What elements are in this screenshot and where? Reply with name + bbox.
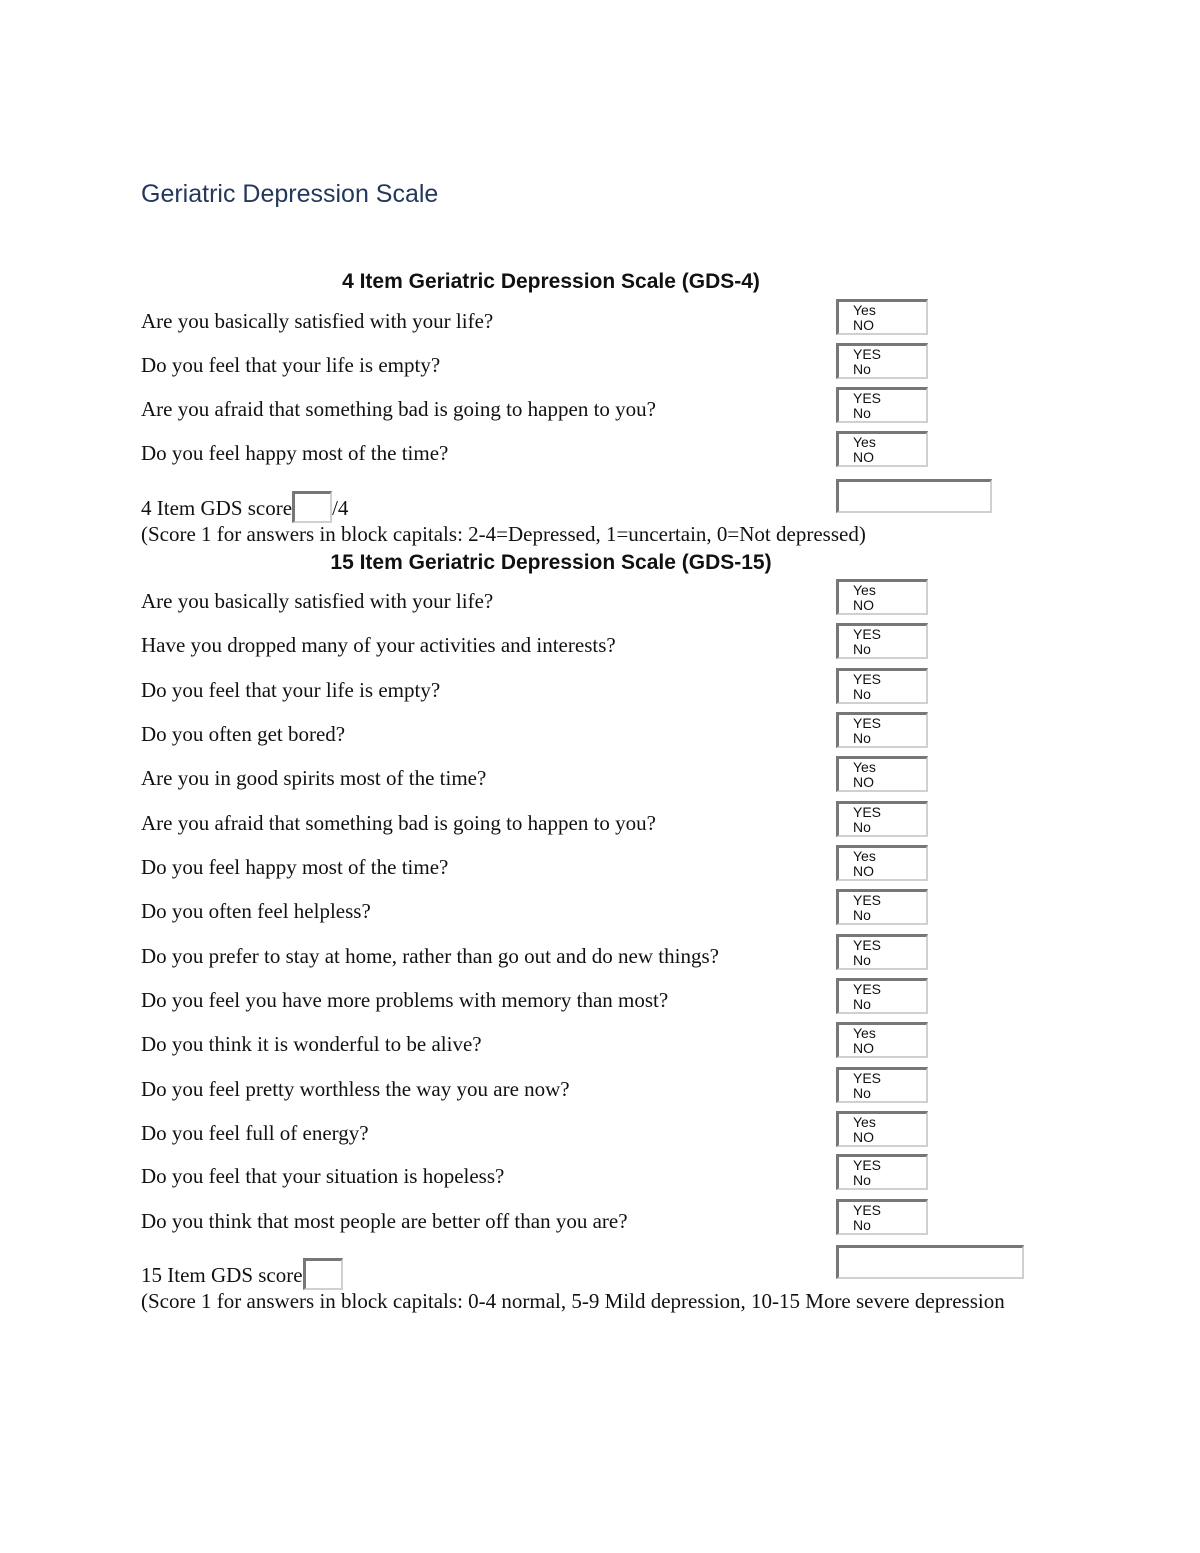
- option-first: Yes: [853, 759, 876, 775]
- gds4-score-input[interactable]: [292, 491, 332, 523]
- option-first: Yes: [853, 582, 876, 598]
- gds15-answer-select-15[interactable]: [836, 1199, 928, 1235]
- option-second: No: [853, 361, 871, 377]
- gds4-heading: 4 Item Geriatric Depression Scale (GDS-4): [342, 270, 760, 293]
- gds4-score-field[interactable]: [836, 479, 992, 513]
- gds15-answer-select-12[interactable]: [836, 1067, 928, 1103]
- option-second: No: [853, 730, 871, 746]
- option-second: No: [853, 1217, 871, 1233]
- gds15-answer-select-13[interactable]: [836, 1111, 928, 1147]
- gds15-question-6: Are you afraid that something bad is going to happen to you?: [141, 811, 656, 835]
- gds15-question-8: Do you often feel helpless?: [141, 899, 371, 923]
- gds15-question-13: Do you feel full of energy?: [141, 1121, 369, 1145]
- gds4-answer-select-3[interactable]: [836, 387, 928, 423]
- option-first: YES: [853, 804, 882, 820]
- gds15-question-12: Do you feel pretty worthless the way you are now?: [141, 1077, 570, 1101]
- option-first: Yes: [853, 302, 876, 318]
- option-first: YES: [853, 937, 882, 953]
- option-second: NO: [853, 1040, 874, 1056]
- option-second: NO: [853, 863, 874, 879]
- gds15-question-4: Do you often get bored?: [141, 722, 346, 746]
- gds15-heading: 15 Item Geriatric Depression Scale (GDS-15): [330, 551, 772, 574]
- option-first: YES: [853, 981, 882, 997]
- page-title: Geriatric Depression Scale: [141, 180, 439, 208]
- gds4-answer-select-4[interactable]: [836, 431, 928, 467]
- option-first: YES: [853, 1070, 882, 1086]
- option-first: YES: [853, 1202, 882, 1218]
- gds4-question-2: Do you feel that your life is empty?: [141, 353, 441, 377]
- gds4-score-line: [141, 491, 348, 523]
- option-second: No: [853, 1085, 871, 1101]
- gds15-question-9: Do you prefer to stay at home, rather than go out and do new things?: [141, 944, 719, 968]
- gds15-question-11: Do you think it is wonderful to be alive?: [141, 1032, 482, 1056]
- gds15-score-line: [141, 1258, 343, 1290]
- gds4-question-4: Do you feel happy most of the time?: [141, 441, 449, 465]
- gds15-answer-select-4[interactable]: [836, 712, 928, 748]
- gds15-score-field[interactable]: [836, 1245, 1024, 1279]
- gds15-score-label: 15 Item GDS score: [141, 1263, 303, 1287]
- option-first: Yes: [853, 434, 876, 450]
- gds4-answer-select-2[interactable]: [836, 343, 928, 379]
- gds15-question-10: Do you feel you have more problems with memory than most?: [141, 988, 669, 1012]
- gds15-answer-select-7[interactable]: [836, 845, 928, 881]
- option-first: Yes: [853, 1025, 876, 1041]
- option-first: YES: [853, 346, 882, 362]
- option-second: No: [853, 996, 871, 1012]
- option-second: No: [853, 405, 871, 421]
- gds15-question-2: Have you dropped many of your activities and interests?: [141, 633, 616, 657]
- option-first: YES: [853, 715, 882, 731]
- option-second: NO: [853, 597, 874, 613]
- gds15-answer-select-2[interactable]: [836, 623, 928, 659]
- option-first: YES: [853, 671, 882, 687]
- gds15-score-input[interactable]: [303, 1258, 343, 1290]
- option-first: YES: [853, 892, 882, 908]
- gds15-answer-select-6[interactable]: [836, 801, 928, 837]
- option-second: No: [853, 907, 871, 923]
- option-first: Yes: [853, 1114, 876, 1130]
- option-second: NO: [853, 774, 874, 790]
- option-second: No: [853, 819, 871, 835]
- option-second: No: [853, 641, 871, 657]
- gds15-question-7: Do you feel happy most of the time?: [141, 855, 449, 879]
- option-second: No: [853, 1172, 871, 1188]
- gds15-answer-select-5[interactable]: [836, 756, 928, 792]
- gds4-scoring-note: (Score 1 for answers in block capitals: 2-4=Depressed, 1=uncertain, 0=Not depressed): [141, 522, 866, 546]
- option-first: Yes: [853, 848, 876, 864]
- gds15-question-5: Are you in good spirits most of the time?: [141, 766, 487, 790]
- option-second: NO: [853, 449, 874, 465]
- option-first: YES: [853, 626, 882, 642]
- gds15-question-1: Are you basically satisfied with your life?: [141, 589, 494, 613]
- gds15-question-15: Do you think that most people are better off than you are?: [141, 1209, 628, 1233]
- gds15-answer-select-10[interactable]: [836, 978, 928, 1014]
- gds15-answer-select-14[interactable]: [836, 1154, 928, 1190]
- gds15-answer-select-3[interactable]: [836, 668, 928, 704]
- gds15-answer-select-8[interactable]: [836, 889, 928, 925]
- option-first: YES: [853, 1157, 882, 1173]
- option-second: No: [853, 686, 871, 702]
- gds4-question-1: Are you basically satisfied with your life?: [141, 309, 494, 333]
- gds15-question-14: Do you feel that your situation is hopeless?: [141, 1164, 505, 1188]
- option-second: No: [853, 952, 871, 968]
- gds4-question-3: Are you afraid that something bad is going to happen to you?: [141, 397, 656, 421]
- gds15-question-3: Do you feel that your life is empty?: [141, 678, 441, 702]
- gds15-answer-select-9[interactable]: [836, 934, 928, 970]
- gds15-answer-select-1[interactable]: [836, 579, 928, 615]
- option-first: YES: [853, 390, 882, 406]
- gds4-answer-select-1[interactable]: [836, 299, 928, 335]
- gds15-scoring-note: (Score 1 for answers in block capitals: 0-4 normal, 5-9 Mild depression, 10-15 More severe depression: [141, 1289, 1005, 1313]
- gds15-answer-select-11[interactable]: [836, 1022, 928, 1058]
- gds4-score-label: 4 Item GDS score: [141, 496, 293, 520]
- option-second: NO: [853, 1129, 874, 1145]
- option-second: NO: [853, 317, 874, 333]
- gds4-score-suffix: /4: [332, 496, 349, 520]
